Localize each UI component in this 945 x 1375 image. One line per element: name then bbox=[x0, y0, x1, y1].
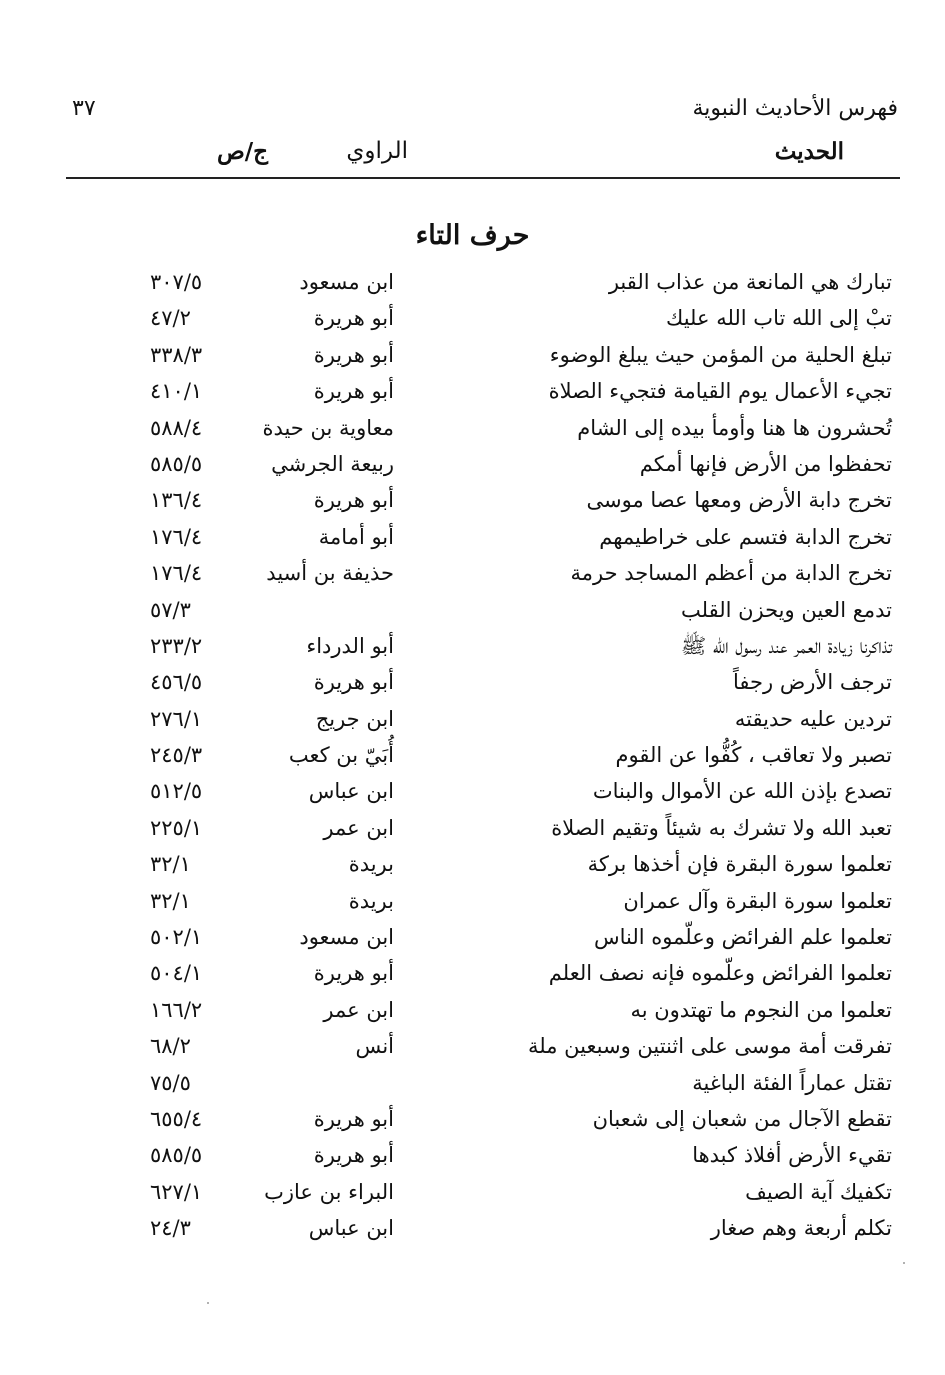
list-item bbox=[62, 846, 898, 882]
volume-page-ref: ٤٥٦/٥ bbox=[150, 670, 203, 695]
narrator-name: أبو هريرة bbox=[313, 306, 394, 331]
narrator-name: بريدة bbox=[348, 888, 394, 913]
volume-page-ref: ٢٢٥/١ bbox=[150, 815, 203, 840]
volume-page-ref: ٥٨٥/٥ bbox=[150, 451, 203, 476]
volume-page-ref: ١٣٦/٤ bbox=[150, 488, 203, 513]
narrator-name: ابن مسعود bbox=[299, 270, 394, 294]
list-item bbox=[62, 810, 898, 846]
volume-page-ref: ٦٨/٢ bbox=[150, 1034, 191, 1059]
hadith-text: تكفيك آية الصيف bbox=[745, 1179, 892, 1204]
volume-page-ref: ٤٧/٢ bbox=[150, 306, 191, 331]
volume-page-ref: ٦٥٥/٤ bbox=[150, 1106, 203, 1131]
column-header-reference: ج/ص bbox=[216, 138, 268, 165]
narrator-name: أبو هريرة bbox=[313, 488, 394, 513]
list-item bbox=[62, 664, 898, 700]
volume-page-ref: ٥٠٤/١ bbox=[150, 961, 203, 986]
list-item bbox=[62, 300, 898, 336]
hadith-text: تفرقت أمة موسى على اثنتين وسبعين ملة bbox=[528, 1034, 892, 1059]
header-rule bbox=[66, 177, 900, 179]
list-item bbox=[62, 773, 898, 809]
hadith-text: تعلموا سورة البقرة فإن أخذها بركة bbox=[587, 852, 892, 877]
volume-page-ref: ١٧٦/٤ bbox=[150, 524, 203, 549]
volume-page-ref: ٥٠٢/١ bbox=[150, 925, 203, 950]
volume-page-ref: ٣٢/١ bbox=[150, 888, 191, 913]
column-header-hadith: الحديث bbox=[774, 138, 844, 165]
narrator-name: ابن جريج bbox=[315, 706, 394, 731]
hadith-text: تخرج الدابة من أعظم المساجد حرمة bbox=[570, 561, 892, 586]
hadith-text: تصبر ولا تعاقب ، كُفُّوا عن القوم bbox=[615, 743, 892, 768]
narrator-name: ابن عمر bbox=[323, 997, 394, 1022]
list-item bbox=[62, 1065, 898, 1101]
hadith-text: ترجف الأرض رجفاً bbox=[733, 670, 892, 695]
list-item bbox=[62, 1101, 898, 1137]
hadith-text: تعلموا الفرائض وعلّموه فإنه نصف العلم bbox=[548, 961, 892, 986]
running-title: فهرس الأحاديث النبوية bbox=[692, 96, 898, 121]
narrator-name: حذيفة بن أسيد bbox=[266, 561, 394, 586]
hadith-text: تكلم أربعة وهم صغار bbox=[710, 1216, 892, 1241]
hadith-text: تخرج دابة الأرض ومعها عصا موسى bbox=[586, 488, 892, 513]
list-item bbox=[62, 701, 898, 737]
narrator-name: ابن مسعود bbox=[299, 925, 394, 950]
narrator-name: أُبَيّ بن كعب bbox=[288, 743, 394, 768]
volume-page-ref: ٥٨٥/٥ bbox=[150, 1143, 203, 1168]
narrator-name: أبو هريرة bbox=[313, 961, 394, 986]
list-item bbox=[62, 555, 898, 591]
volume-page-ref: ٣٣٨/٣ bbox=[150, 342, 203, 367]
list-item bbox=[62, 373, 898, 409]
narrator-name: ابن عباس bbox=[308, 1216, 394, 1241]
list-item bbox=[62, 592, 898, 628]
hadith-index-list bbox=[62, 264, 898, 1247]
list-item bbox=[62, 1028, 898, 1064]
section-title: حرف التاء bbox=[415, 220, 530, 251]
volume-page-ref: ٣٢/١ bbox=[150, 852, 191, 877]
list-item bbox=[62, 955, 898, 991]
hadith-text: تجيء الأعمال يوم القيامة فتجيء الصلاة bbox=[548, 379, 892, 404]
hadith-text: تذاكرنا زيادة العمر عند رسول الله ﷺ bbox=[680, 633, 892, 658]
list-item bbox=[62, 410, 898, 446]
narrator-name: أبو هريرة bbox=[313, 379, 394, 404]
page-number: ٣٧ bbox=[72, 96, 96, 121]
hadith-text: تقيء الأرض أفلاذ كبدها bbox=[692, 1143, 892, 1168]
narrator-name: أبو الدرداء bbox=[306, 633, 394, 658]
hadith-text: تدمع العين ويحزن القلب bbox=[681, 597, 892, 622]
list-item bbox=[62, 1174, 898, 1210]
volume-page-ref: ٧٥/٥ bbox=[150, 1070, 191, 1095]
narrator-name: ابن عمر bbox=[323, 815, 394, 840]
hadith-text: تحفظوا من الأرض فإنها أمكم bbox=[639, 451, 892, 476]
volume-page-ref: ١٦٦/٢ bbox=[150, 997, 203, 1022]
narrator-name: أبو هريرة bbox=[313, 670, 394, 695]
list-item bbox=[62, 1137, 898, 1173]
list-item bbox=[62, 1210, 898, 1246]
hadith-text: تعبد الله ولا تشرك به شيئاً وتقيم الصلاة bbox=[551, 815, 892, 840]
volume-page-ref: ٤١٠/١ bbox=[150, 379, 203, 404]
list-item bbox=[62, 446, 898, 482]
list-item bbox=[62, 482, 898, 518]
volume-page-ref: ٣٠٧/٥ bbox=[150, 270, 203, 294]
hadith-text: تبلغ الحلية من المؤمن حيث يبلغ الوضوء bbox=[549, 342, 892, 367]
hadith-text: تردين عليه حديقته bbox=[734, 706, 892, 731]
volume-page-ref: ٢٤/٣ bbox=[150, 1216, 191, 1241]
narrator-name: ابن عباس bbox=[308, 779, 394, 804]
hadith-text: تقطع الآجال من شعبان إلى شعبان bbox=[592, 1106, 892, 1131]
hadith-text: تصدع بإذن الله عن الأموال والبنات bbox=[592, 779, 892, 804]
narrator-name: أبو أمامة bbox=[318, 524, 394, 549]
hadith-text: تبارك هي المانعة من عذاب القبر bbox=[608, 270, 892, 294]
running-header bbox=[62, 96, 898, 130]
narrator-name: أنس bbox=[355, 1034, 394, 1059]
narrator-name: أبو هريرة bbox=[313, 342, 394, 367]
list-item bbox=[62, 519, 898, 555]
volume-page-ref: ٦٢٧/١ bbox=[150, 1179, 203, 1204]
volume-page-ref: ٥٨٨/٤ bbox=[150, 415, 203, 440]
list-item bbox=[62, 337, 898, 373]
stray-mark bbox=[903, 1262, 905, 1264]
narrator-name: ربيعة الجرشي bbox=[271, 451, 394, 476]
column-headers bbox=[62, 138, 898, 178]
volume-page-ref: ٢٣٣/٢ bbox=[150, 633, 203, 658]
narrator-name: أبو هريرة bbox=[313, 1143, 394, 1168]
narrator-name: بريدة bbox=[348, 852, 394, 877]
volume-page-ref: ٢٧٦/١ bbox=[150, 706, 203, 731]
hadith-text: تُحشرون ها هنا وأومأ بيده إلى الشام bbox=[577, 415, 892, 440]
list-item bbox=[62, 883, 898, 919]
list-item bbox=[62, 919, 898, 955]
list-item bbox=[62, 737, 898, 773]
volume-page-ref: ٥٧/٣ bbox=[150, 597, 191, 622]
hadith-text: تعلموا سورة البقرة وآل عمران bbox=[623, 888, 892, 913]
hadith-text: تقتل عماراً الفئة الباغية bbox=[692, 1070, 892, 1095]
narrator-name: أبو هريرة bbox=[313, 1106, 394, 1131]
list-item bbox=[62, 628, 898, 664]
narrator-name: البراء بن عازب bbox=[264, 1179, 394, 1204]
hadith-text: تبْ إلى الله تاب الله عليك bbox=[666, 306, 892, 331]
narrator-name: معاوية بن حيدة bbox=[262, 415, 394, 440]
volume-page-ref: ١٧٦/٤ bbox=[150, 561, 203, 586]
hadith-text: تخرج الدابة فتسم على خراطيمهم bbox=[599, 524, 892, 549]
hadith-text: تعلموا من النجوم ما تهتدون به bbox=[630, 997, 892, 1022]
volume-page-ref: ٢٤٥/٣ bbox=[150, 743, 203, 768]
hadith-text: تعلموا علم الفرائض وعلّموه الناس bbox=[594, 925, 892, 950]
stray-mark bbox=[207, 1302, 209, 1304]
list-item bbox=[62, 992, 898, 1028]
column-header-narrator: الراوي bbox=[346, 138, 408, 164]
list-item bbox=[62, 264, 898, 300]
volume-page-ref: ٥١٢/٥ bbox=[150, 779, 203, 804]
